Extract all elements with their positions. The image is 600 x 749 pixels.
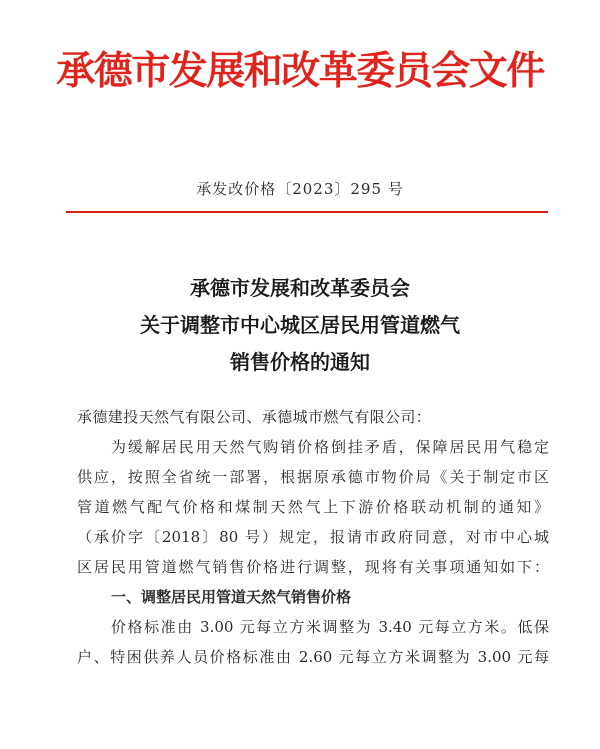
title-line-3: 销售价格的通知 (230, 350, 370, 374)
title-line-2: 关于调整市中心城区居民用管道燃气 (140, 313, 460, 337)
body-line: 供应，按照全省统一部署，根据原承德市物价局《关于制定市区 (77, 468, 549, 486)
notice-title (0, 270, 600, 381)
section-line: 户、特困供养人员价格标准由 2.60 元每立方米调整为 3.00 元每 (77, 648, 549, 666)
red-divider-line (66, 211, 548, 213)
document-number: 承发改价格〔2023〕295 号 (196, 180, 404, 198)
section-line: 价格标准由 3.00 元每立方米调整为 3.40 元每立方米。低保 (111, 618, 549, 636)
body-line: 区居民用管道燃气销售价格进行调整，现将有关事项通知如下： (77, 558, 549, 576)
body-line: （承价字〔2018〕80 号）规定，报请市政府同意，对市中心城 (77, 528, 549, 546)
body-line: 管道燃气配气价格和煤制天然气上下游价格联动机制的通知》 (77, 498, 549, 516)
masthead-title: 承德市发展和改革委员会文件 (56, 49, 544, 94)
section-heading: 一、调整居民用管道天然气销售价格 (111, 588, 352, 606)
title-line-1: 承德市发展和改革委员会 (190, 276, 410, 300)
salutation: 承德建投天然气有限公司、承德城市燃气有限公司： (77, 408, 432, 426)
notice-body (77, 402, 549, 672)
body-line: 为缓解居民用天然气购销价格倒挂矛盾，保障居民用气稳定 (111, 438, 549, 456)
